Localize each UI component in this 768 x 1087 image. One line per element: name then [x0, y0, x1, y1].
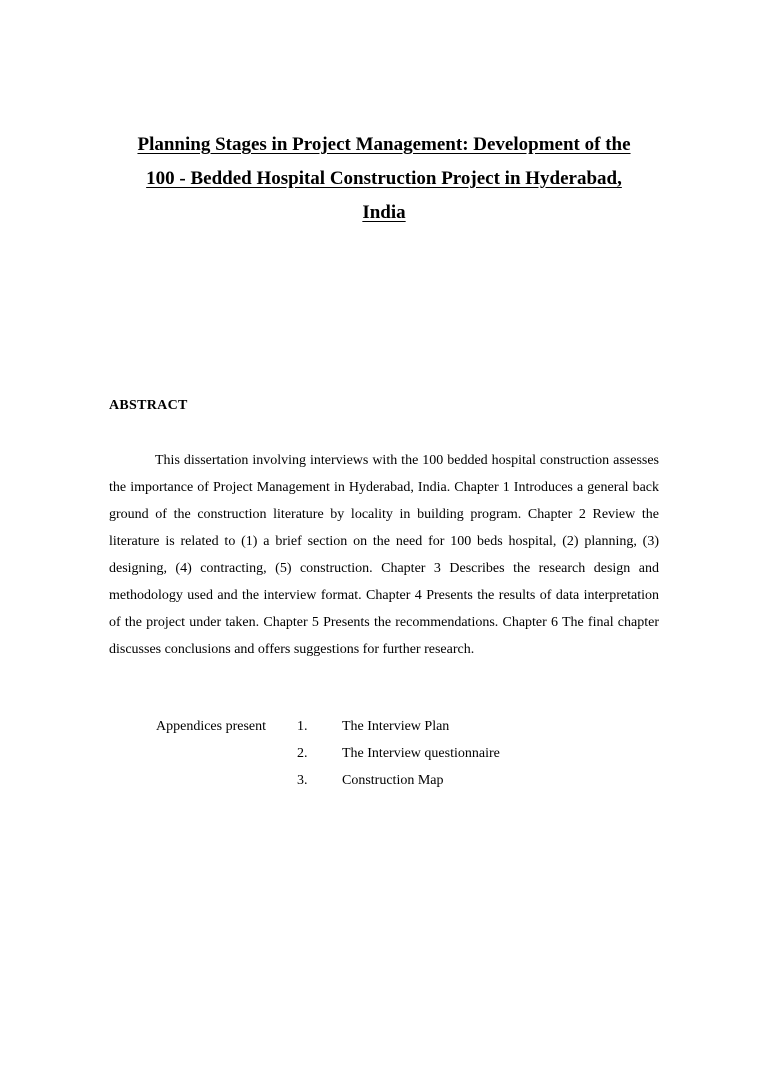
appendix-text: The Interview questionnaire — [342, 746, 500, 761]
appendix-number: 1. — [297, 719, 308, 734]
appendix-text: Construction Map — [342, 773, 444, 788]
title-line: Planning Stages in Project Management: Development of the — [137, 134, 631, 155]
appendices-label: Appendices present — [156, 719, 267, 734]
abstract-heading: ABSTRACT — [109, 398, 188, 413]
appendix-text: The Interview Plan — [342, 719, 450, 734]
appendix-number: 2. — [297, 746, 308, 761]
appendix-number: 3. — [297, 773, 308, 788]
document-title — [100, 128, 668, 230]
title-line: 100 - Bedded Hospital Construction Project in Hyderabad, — [146, 168, 622, 189]
abstract-paragraph: This dissertation involving interviews with the 100 bedded hospital construction assesses the importance of Project Management in Hyderabad, India. Chapter 1 Introduces a general back ground of the construction literature by locality in building program. Chapter 2 Review the literature is related to (1) a brief section on the need for 100 beds hospital, (2) planning, (3) designing, (4) contracting, (5) construction. Chapter 3 Describes the research design and methodology used and the interview format. Chapter 4 Presents the results of data interpretation of the project under taken. Chapter 5 Presents the recommendations. Chapter 6 The final chapter discusses conclusions and offers suggestions for further research. — [109, 453, 659, 657]
title-line: India — [362, 202, 406, 223]
